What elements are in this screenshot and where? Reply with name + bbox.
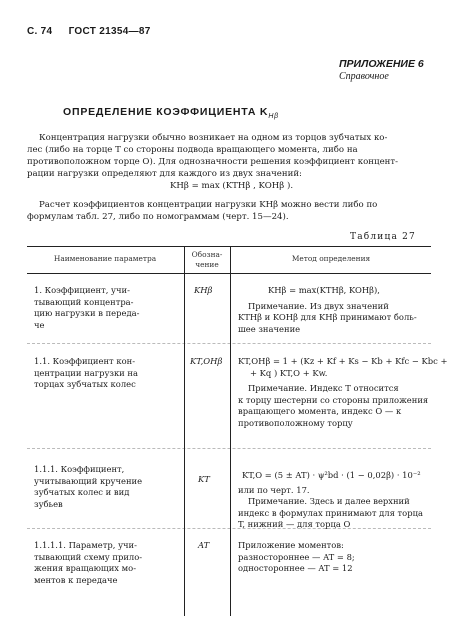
row-method: KT,OHβ = 1 + (Kz + Kf + Ks − Kb + Kfc − Kbc + + Kq ) KT,O + Kw. Примечание. Индекс T относится к торцу шестерни со стороны приложения вращающего момента, индекс O — к противоположному торцу xyxy=(238,356,448,428)
page-number: С. 74 xyxy=(27,26,53,37)
row-method: KT,O = (5 ± AT) · ψ²bd · (1 − 0,02β) · 10⁻² или по черт. 17. Примечание. Здесь и далее верхний индекс в формулах принимают для торца T, нижний — для торца O xyxy=(238,470,423,529)
intro-paragraph: Концентрация нагрузки обычно возникает на одном из торцов зубчатых ко- лес (либо на торце T со стороны подвода вращающего момента, либо на противоположном торце O). Для однозначности решения коэффициент концент- рации нагрузки определяют для каждого из двух значений: xyxy=(27,133,399,179)
table-col-divider xyxy=(184,246,185,616)
main-formula: KHβ = max (KTHβ , KOHβ ). xyxy=(170,181,294,191)
page-header xyxy=(27,26,151,37)
table-col-divider xyxy=(230,246,231,616)
row-method: Приложение моментов: разностороннее — AT = 8; одностороннее — AT = 12 xyxy=(238,540,355,573)
table-row: 1.1.1.1. Параметр, учи- тывающий схему прило- жения вращающих мо- ментов к передаче xyxy=(34,540,143,585)
col-header-method: Метод определения xyxy=(291,254,371,263)
section-title: ОПРЕДЕЛЕНИЕ КОЭФФИЦИЕНТА $K_{H\beta}$ xyxy=(63,106,279,121)
standard-code: ГОСТ 21354—87 xyxy=(68,26,151,37)
table-header-border xyxy=(27,273,431,274)
row-symbol: KT xyxy=(198,474,210,484)
row-symbol: KT,OHβ xyxy=(190,356,223,366)
row-symbol: KHβ xyxy=(194,285,213,295)
appendix-label: ПРИЛОЖЕНИЕ 6 xyxy=(339,58,424,70)
row-divider xyxy=(27,343,431,344)
col-header-name: Наименование параметра xyxy=(53,254,157,263)
col-header-symbol: Обозна- чение xyxy=(191,250,223,269)
calc-paragraph: Расчет коэффициентов концентрации нагрузки KHβ можно вести либо по формулам табл. 27, либо по номограммам (черт. 15—24). xyxy=(27,200,378,222)
table-row: 1.1.1. Коэффициент, учитывающий кручение зубчатых колес и вид зубьев xyxy=(34,464,143,509)
row-method: KHβ = max(KTHβ, KOHβ), Примечание. Из двух значений KTHβ и KOHβ для KHβ принимают боль- шее значение xyxy=(238,285,417,334)
table-row: 1. Коэффициент, учи- тывающий концентра- цию нагрузки в переда- че xyxy=(34,285,140,330)
table-top-border xyxy=(27,246,431,247)
table-row: 1.1. Коэффициент кон- центрации нагрузки на торцах зубчатых колес xyxy=(34,356,138,389)
table-caption: Таблица 27 xyxy=(350,232,416,242)
appendix-type: Справочное xyxy=(339,71,389,82)
row-divider xyxy=(27,448,431,449)
row-symbol: AT xyxy=(198,540,210,550)
